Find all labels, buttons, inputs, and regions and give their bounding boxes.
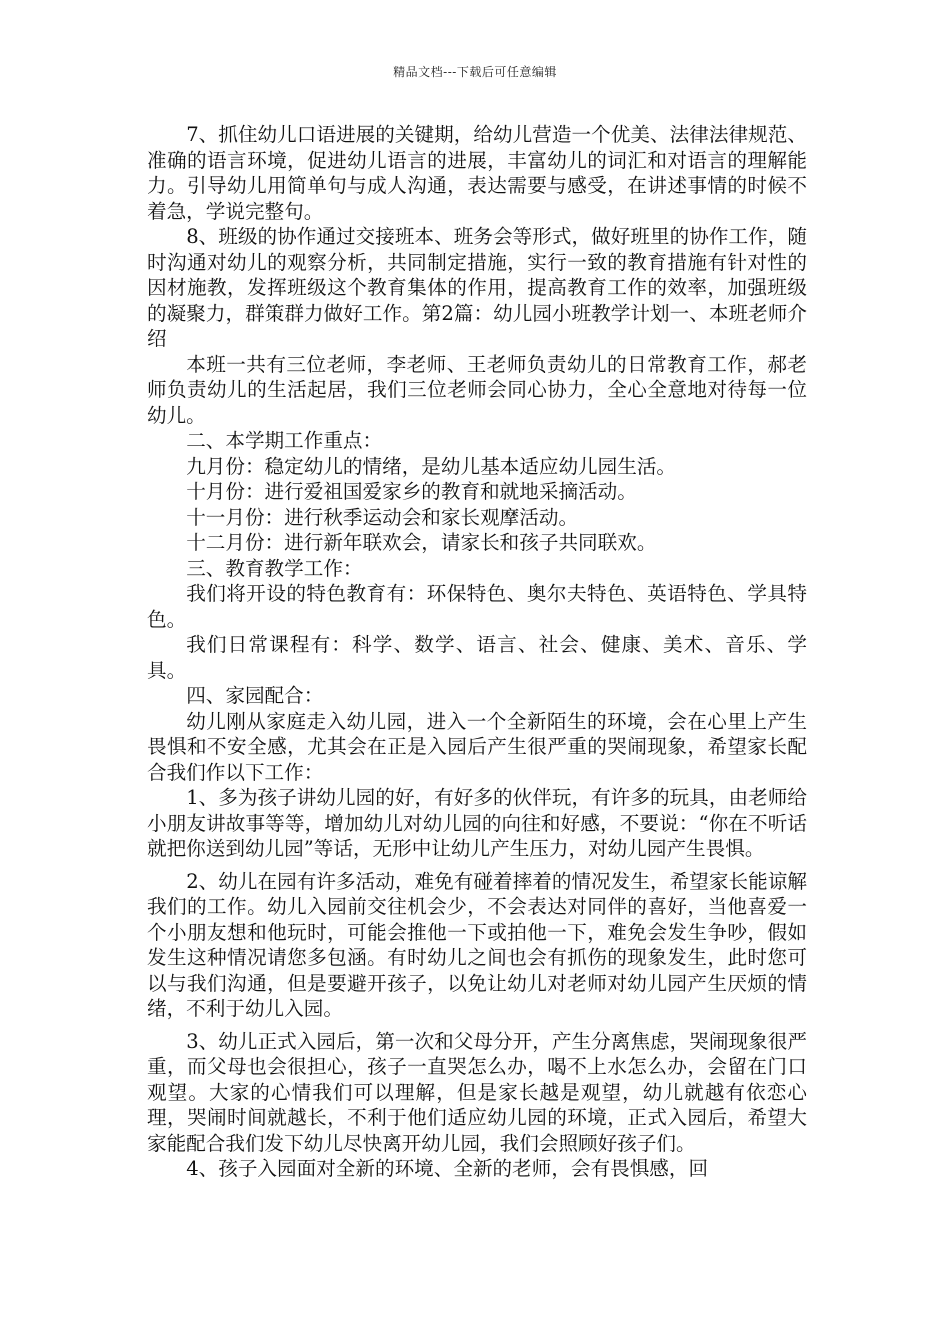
section-heading-cooperation: 四、家园配合： [186, 684, 324, 707]
paragraph-special-education: 我们将开设的特色教育有：环保特色、奥尔夫特色、英语特色、学具特色。 [147, 582, 807, 631]
paragraph-item-3: 3、幼儿正式入园后，第一次和父母分开，产生分离焦虑，哭闹现象很严重，而父母也会很担心，孩子一直哭怎么办，喝不上水怎么办，会留在门口观望。大家的心情我们可以理解，但是家长越是观望，幼儿就越有依恋心理，哭闹时间就越长，不利于他们适应幼儿园的环境，正式入园后，希望大家能配合我们发下幼儿尽快离开幼儿园，我们会照顾好孩子们。 [147, 1029, 807, 1155]
paragraph-item-2: 2、幼儿在园有许多活动，难免有碰着摔着的情况发生，希望家长能谅解我们的工作。幼儿入园前交往机会少，不会表达对同伴的喜好，当他喜爱一个小朋友想和他玩时，可能会推他一下或拍他一下，难免会发生争吵，假如发生这种情况请您多包涵。有时幼儿之间也会有抓伤的现象发生，此时您可以与我们沟通，但是要避开孩子，以免让幼儿对老师对幼儿园产生厌烦的情绪，不利于幼儿入园。 [147, 869, 807, 1020]
paragraph-item-4: 4、孩子入园面对全新的环境、全新的老师，会有畏惧感，回 [186, 1157, 709, 1180]
page-header: 精品文档---下载后可任意编辑 [393, 65, 557, 79]
paragraph-november: 十一月份：进行秋季运动会和家长观摩活动。 [186, 505, 579, 529]
paragraph-item-7: 7、抓住幼儿口语进展的关键期，给幼儿营造一个优美、法律法律规范、准确的语言环境，促进幼儿语言的进展，丰富幼儿的词汇和对语言的理解能力。引导幼儿用简单句与成人沟通，表达需要与感受，在讲述事情的时候不着急，学说完整句。 [147, 123, 807, 223]
paragraph-december: 十二月份：进行新年联欢会，请家长和孩子共同联欢。 [186, 531, 657, 554]
paragraph-daily-courses: 我们日常课程有：科学、数学、语言、社会、健康、美术、音乐、学具。 [147, 633, 807, 682]
document-body [147, 122, 807, 1182]
paragraph-item-8: 8、班级的协作通过交接班本、班务会等形式，做好班里的协作工作，随时沟通对幼儿的观察分析，共同制定措施，实行一致的教育措施有针对性的因材施教，发挥班级这个教育集体的作用，提高教育工作的效率，加强班级的凝聚力，群策群力做好工作。第2篇：幼儿园小班教学计划一、本班老师介绍 [147, 225, 807, 350]
paragraph-september: 九月份：稳定幼儿的情绪，是幼儿基本适应幼儿园生活。 [186, 454, 677, 478]
section-heading-focus: 二、本学期工作重点： [186, 429, 383, 452]
section-heading-teaching: 三、教育教学工作： [186, 556, 363, 580]
paragraph-item-1: 1、多为孩子讲幼儿园的好，有好多的伙伴玩，有许多的玩具，由老师给小朋友讲故事等等，增加幼儿对幼儿园的向往和好感，不要说：“你在不听话就把你送到幼儿园”等话，无形中让幼儿产生压力，对幼儿园产生畏惧。 [147, 786, 807, 860]
paragraph-cooperation-intro: 幼儿刚从家庭走入幼儿园，进入一个全新陌生的环境，会在心里上产生畏惧和不安全感，尤其会在正是入园后产生很严重的哭闹现象，希望家长配合我们作以下工作： [147, 709, 807, 784]
paragraph-october: 十月份：进行爱祖国爱家乡的教育和就地采摘活动。 [186, 480, 637, 503]
paragraph-teacher-intro: 本班一共有三位老师，李老师、王老师负责幼儿的日常教育工作，郝老师负责幼儿的生活起居，我们三位老师会同心协力，全心全意地对待每一位幼儿。 [147, 352, 807, 427]
